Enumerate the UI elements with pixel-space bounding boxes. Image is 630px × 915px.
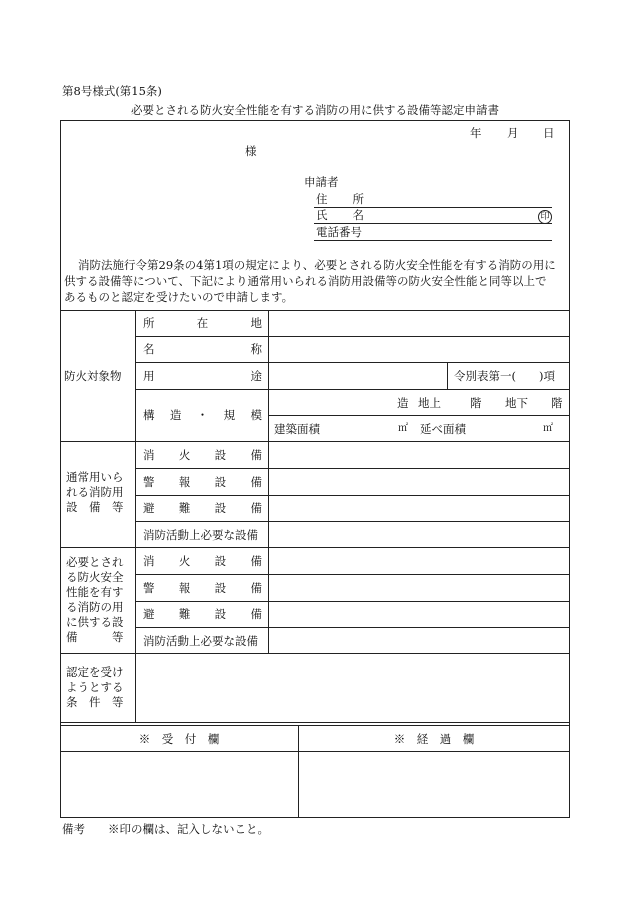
remarks-note: 備考 ※印の欄は、記入しないこと。 [62, 822, 269, 836]
normal-firefighting-label: 消防活動上必要な設備 [143, 528, 258, 542]
building-area-label: 建築面積 [274, 422, 320, 436]
applicant-address-label: 住 所 [316, 192, 364, 206]
floors-below-unit: 階 [551, 396, 563, 410]
required-alarm-label: 警 報 設 備 [143, 581, 262, 595]
structure-scale-label: 構 造 ・ 規 模 [143, 408, 262, 422]
usage-category: 令別表第一( )項 [454, 369, 555, 383]
fire-object-label: 防火対象物 [64, 369, 122, 383]
structure-type: 造 [397, 396, 409, 410]
addressee-suffix: 様 [245, 144, 257, 158]
total-floor-area-label: 延べ面積 [420, 422, 466, 436]
total-floor-area-unit: ㎡ [543, 423, 553, 434]
applicant-phone-label: 電話番号 [316, 225, 362, 239]
floors-above-label: 地上 [418, 396, 441, 410]
reception-column-header: ※ 受 付 欄 [138, 732, 220, 746]
floors-below-label: 地下 [505, 396, 528, 410]
location-label: 所 在 地 [143, 316, 262, 330]
floors-above-unit: 階 [470, 396, 482, 410]
condition-label: 認定を受け ようとする 条 件 等 [66, 665, 124, 709]
required-evacuation-label: 避 難 設 備 [143, 607, 262, 621]
date-year: 年 [470, 126, 482, 140]
statement-line-1: 消防法施行令第29条の4第1項の規定により、必要とされる防火安全性能を有する消防の用に [78, 258, 556, 272]
normal-evacuation-label: 避 難 設 備 [143, 501, 262, 515]
required-equipment-label: 必要とされ る防火安全 性能を有す る消防の用 に供する設 備 等 [66, 555, 124, 644]
name-label: 名 称 [143, 342, 262, 356]
form-title: 必要とされる防火安全性能を有する消防の用に供する設備等認定申請書 [131, 103, 499, 117]
applicant-name-label: 氏 名 [316, 208, 364, 222]
usage-label: 用 途 [143, 369, 262, 383]
phone-line [314, 240, 552, 241]
normal-equipment-label: 通常用いら れる消防用 設 備 等 [66, 470, 124, 514]
seal-mark: 印 [538, 208, 552, 224]
progress-column-header: ※ 経 過 欄 [393, 732, 475, 746]
form-frame [60, 120, 570, 818]
normal-extinguishing-label: 消 火 設 備 [143, 448, 262, 462]
statement-line-2: 供する設備等について、下記により通常用いられる消防用設備等の防火安全性能と同等以上で [64, 274, 547, 288]
form-number: 第8号様式(第15条) [62, 84, 162, 98]
applicant-heading: 申請者 [304, 175, 339, 189]
required-firefighting-label: 消防活動上必要な設備 [143, 634, 258, 648]
normal-alarm-label: 警 報 設 備 [143, 475, 262, 489]
required-extinguishing-label: 消 火 設 備 [143, 554, 262, 568]
building-area-unit: ㎡ [398, 423, 408, 434]
statement-line-3: あるものと認定を受けたいので申請します。 [64, 290, 294, 304]
date-month: 月 [507, 126, 519, 140]
name-line [314, 223, 552, 224]
date-day: 日 [543, 126, 555, 140]
